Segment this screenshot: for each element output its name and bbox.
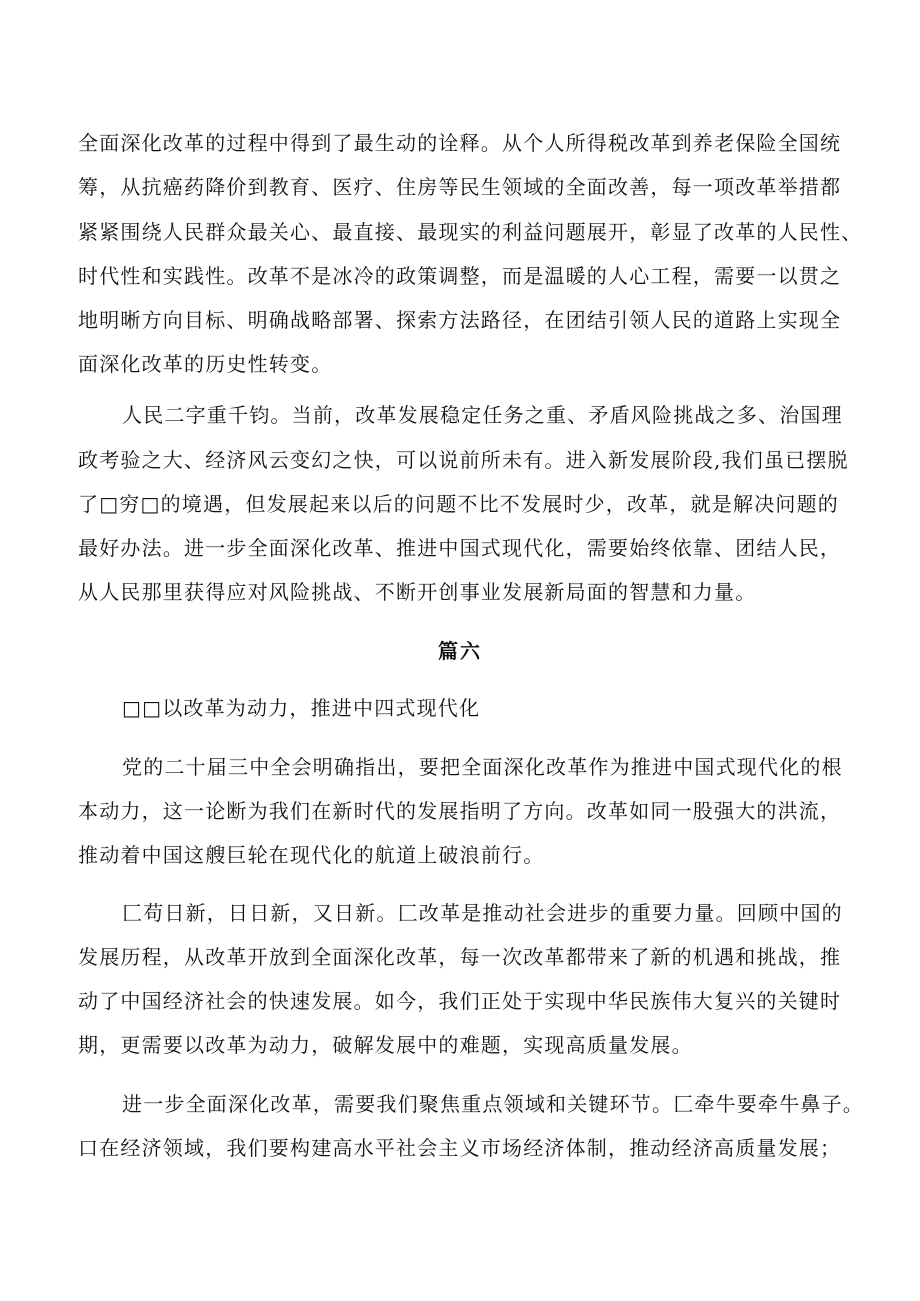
text-line: 发展历程，从改革开放到全面深化改革，每一次改革都带来了新的机遇和挑战，推 [78, 945, 842, 969]
text-line: 动了中国经济社会的快速发展。如今，我们正处于实现中华民族伟大复兴的关键时 [78, 989, 842, 1013]
text-line: 了□穷□的境遇，但发展起来以后的问题不比不发展时少，改革，就是解决问题的 [78, 492, 839, 516]
text-line: 紧紧围绕人民群众最关心、最直接、最现实的利益问题展开，彰显了改革的人民性、 [78, 220, 863, 244]
text-line: 地明晰方向目标、明确战略部署、探索方法路径，在团结引领人民的道路上实现全 [78, 308, 842, 332]
text-line: 从人民那里获得应对风险挑战、不断开创事业发展新局面的智慧和力量。 [78, 580, 757, 604]
text-line: 时代性和实践性。改革不是冰冷的政策调整，而是温暖的人心工程，需要一以贯之 [78, 264, 842, 288]
text-line: 口在经济领域，我们要构建高水平社会主义市场经济体制，推动经济高质量发展； [78, 1136, 842, 1160]
text-line: 面深化改革的历史性转变。 [78, 352, 333, 376]
text-line: 筹，从抗癌药降价到教育、医疗、住房等民生领域的全面改善，每一项改革举措都 [78, 175, 842, 199]
text-line: 本动力，这一论断为我们在新时代的发展指明了方向。改革如同一股强大的洪流， [78, 799, 842, 823]
text-line: 期，更需要以改革为动力，破解发展中的难题，实现高质量发展。 [78, 1033, 693, 1057]
text-line: 党的二十届三中全会明确指出，要把全面深化改革作为推进中国式现代化的根 [122, 755, 843, 779]
text-line: 全面深化改革的过程中得到了最生动的诠释。从个人所得税改革到养老保险全国统 [78, 131, 842, 155]
text-line: 推动着中国这艘巨轮在现代化的航道上破浪前行。 [78, 843, 545, 867]
text-line: 最好办法。进一步全面深化改革、推进中国式现代化，需要始终依靠、团结人民， [78, 536, 842, 560]
section-heading: 篇六 [438, 639, 482, 663]
article-subtitle: □□以改革为动力，推进中四式现代化 [122, 696, 481, 720]
text-line: 政考验之大、经济风云变幻之快，可以说前所未有。进入新发展阶段,我们虽已摆脱 [78, 448, 849, 472]
text-line: 进一步全面深化改革，需要我们聚焦重点领域和关键环节。匚牵牛要牵牛鼻子。 [122, 1092, 864, 1116]
text-line: 人民二字重千钧。当前，改革发展稳定任务之重、矛盾风险挑战之多、治国理 [122, 403, 843, 427]
text-line: 匚苟日新，日日新，又日新。匚改革是推动社会进步的重要力量。回顾中国的 [122, 901, 843, 925]
